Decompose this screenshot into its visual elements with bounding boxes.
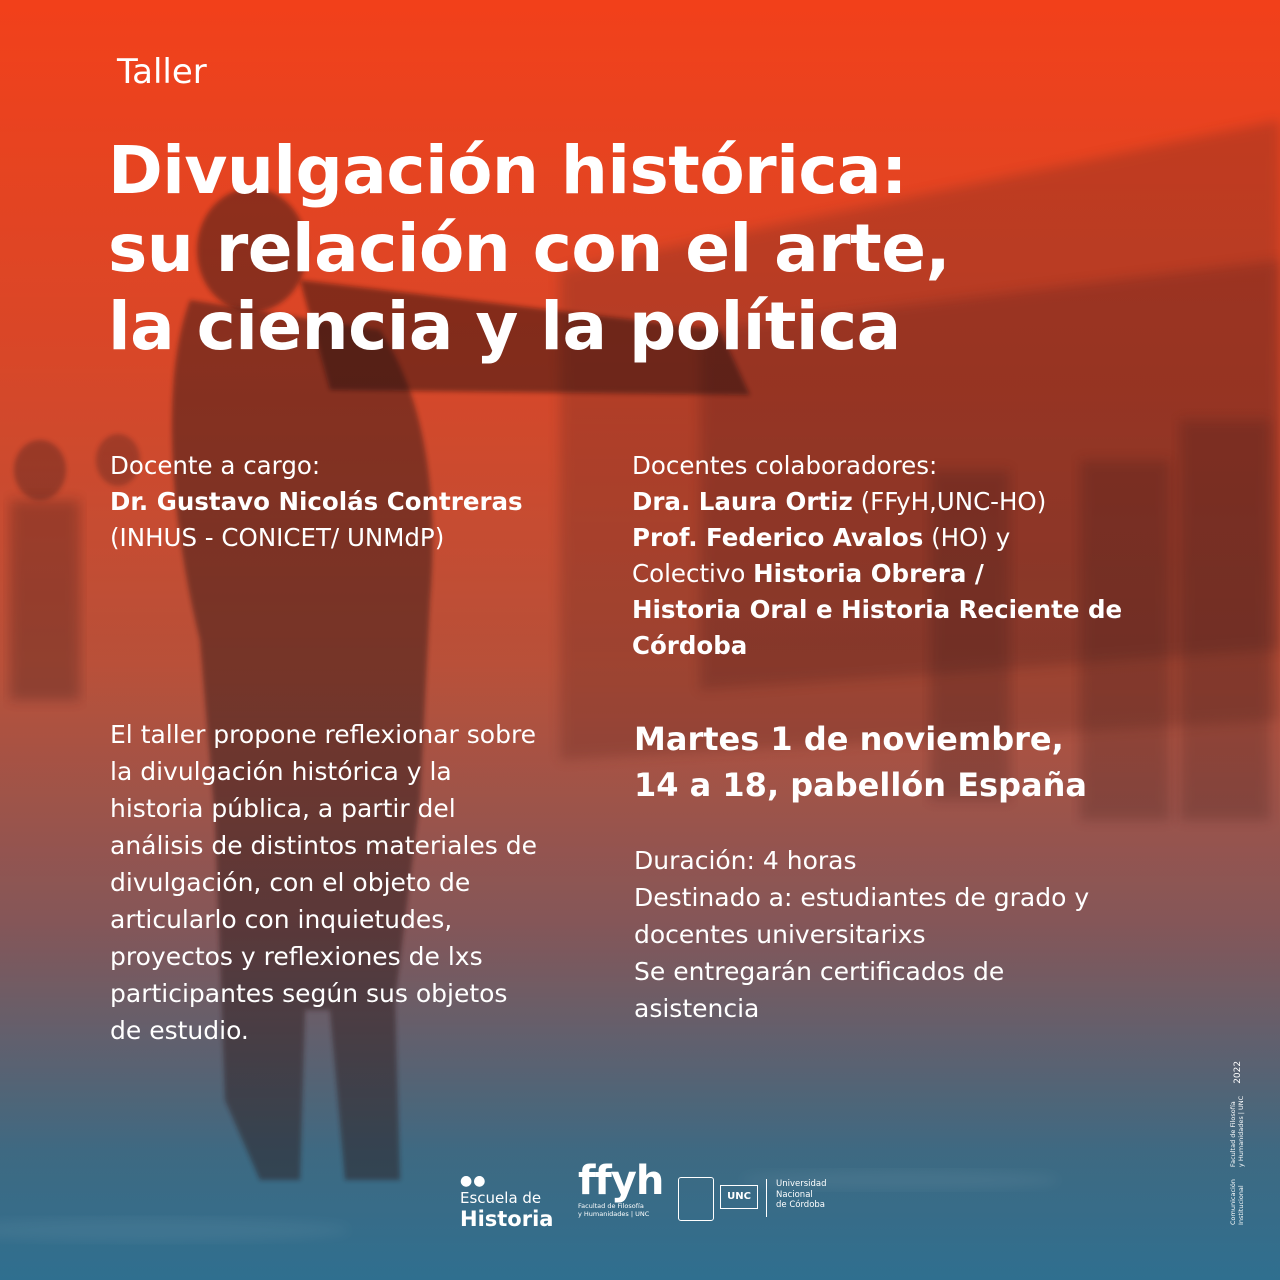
credit-area (1230, 1173, 1247, 1225)
ffyh-sub: y Humanidades | UNC (578, 1210, 650, 1218)
page-title (108, 132, 1108, 366)
details-line: docentes universitarixs (634, 920, 926, 949)
colaboradores-label: Docentes colaboradores: (632, 451, 938, 480)
title-line: la ciencia y la política (108, 288, 901, 365)
description-line: articularlo con inquietudes, (110, 905, 453, 934)
title-line: su relación con el arte, (108, 210, 951, 287)
event-date (634, 716, 1087, 808)
description (110, 716, 560, 1049)
escuela-historia-logo (460, 1170, 560, 1231)
details-line: Duración: 4 horas (634, 846, 857, 875)
docente-block (110, 448, 523, 556)
credit-area-line: Institucional (1237, 1185, 1246, 1225)
date-line: Martes 1 de noviembre, (634, 720, 1064, 758)
escuela-line1: Escuela de (460, 1189, 542, 1207)
escuela-line2: Historia (460, 1207, 554, 1231)
credit-year: 2022 (1232, 1060, 1243, 1084)
colectivo-name-cont: Historia Oral e Historia Reciente de (632, 595, 1123, 624)
crest-icon (678, 1177, 714, 1221)
eyebrow-label: Taller (117, 52, 207, 92)
credit-fac-line: Facultad de Filosofía (1229, 1101, 1237, 1168)
colectivo-name: Historia Obrera / (753, 559, 984, 588)
description-line: de estudio. (110, 1016, 249, 1045)
unc-box: UNC (720, 1185, 758, 1209)
divider (766, 1179, 767, 1217)
credit-vertical (1229, 1060, 1260, 1225)
description-line: historia pública, a partir del (110, 794, 456, 823)
details-line: Se entregarán certificados de (634, 957, 1005, 986)
title-line: Divulgación histórica: (108, 132, 907, 209)
credit-fac-line: y Humanidades | UNC (1237, 1095, 1246, 1168)
docente-affiliation: (INHUS - CONICET/ UNMdP) (110, 523, 445, 552)
details-line: asistencia (634, 994, 760, 1023)
unc-name-line: Universidad (776, 1179, 827, 1189)
unc-name (776, 1179, 827, 1211)
description-line: El taller propone reflexionar sobre (110, 720, 537, 749)
description-line: proyectos y reflexiones de lxs (110, 942, 483, 971)
dots-icon: ●● (460, 1173, 487, 1189)
ffyh-mark: ffyh (578, 1158, 664, 1204)
ffyh-sub: Facultad de Filosofía (578, 1202, 644, 1210)
ffyh-logo (578, 1160, 668, 1218)
credit-area-line: Comunicación (1229, 1179, 1237, 1225)
colectivo-name-cont: Córdoba (632, 631, 748, 660)
description-line: análisis de distintos materiales de (110, 831, 537, 860)
colaborador-2-name: Prof. Federico Avalos (632, 523, 924, 552)
colaborador-1-affil: (FFyH,UNC-HO) (852, 487, 1047, 516)
credit-fac (1230, 1090, 1247, 1167)
unc-name-line: de Córdoba (776, 1200, 826, 1210)
docente-label: Docente a cargo: (110, 451, 321, 480)
description-line: participantes según sus objetos (110, 979, 508, 1008)
colaborador-2 (632, 520, 1122, 556)
colaborador-2-affil: (HO) y (923, 523, 1011, 552)
event-details (634, 842, 1089, 1027)
colaboradores-block (632, 448, 1122, 664)
unc-name-line: Nacional (776, 1189, 813, 1200)
colectivo-prefix: Colectivo (632, 559, 754, 588)
unc-logo (678, 1175, 838, 1223)
colaborador-1 (632, 484, 1122, 520)
description-line: la divulgación histórica y la (110, 757, 452, 786)
colaborador-1-name: Dra. Laura Ortiz (632, 487, 853, 516)
docente-name: Dr. Gustavo Nicolás Contreras (110, 487, 523, 516)
details-line: Destinado a: estudiantes de grado y (634, 883, 1090, 912)
colectivo-line (632, 556, 1122, 592)
description-line: divulgación, con el objeto de (110, 868, 471, 897)
date-line: 14 a 18, pabellón España (634, 766, 1087, 804)
